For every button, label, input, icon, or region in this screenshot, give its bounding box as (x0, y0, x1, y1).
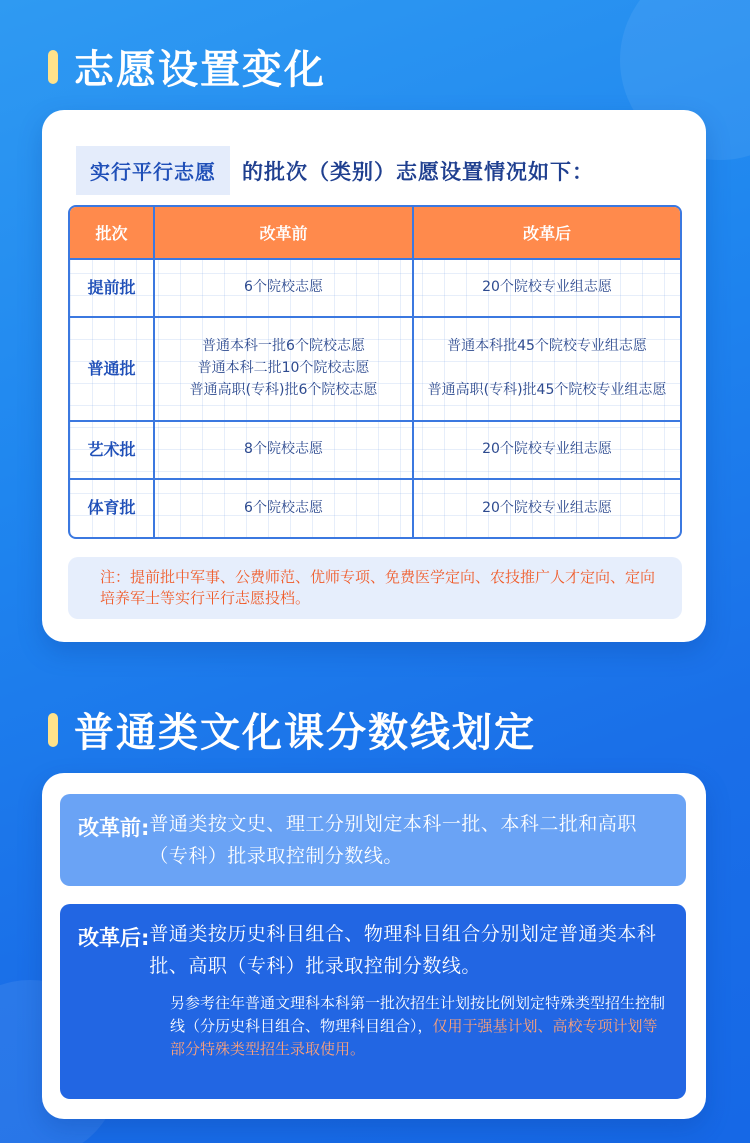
after-reform-highlight: 仅用于强基计划、高校专项计划等部分特殊类型招生录取使用。 (170, 1017, 658, 1058)
before-reform-label: 改革前: (78, 816, 150, 840)
intro-tag: 实行平行志愿 (76, 146, 230, 195)
section-title-volunteer (48, 38, 326, 95)
after-reform-subtext (170, 992, 670, 1061)
section-title-text: 普通类文化课分数线划定 (74, 710, 536, 756)
table-header-before: 改革前 (154, 207, 413, 259)
table-row (70, 259, 680, 317)
cutoff-card (42, 773, 706, 1119)
before-reform-box (60, 794, 686, 886)
table-note: 注：提前批中军事、公费师范、优师专项、免费医学定向、农技推广人才定向、定向培养军士等实行平行志愿投档。 (68, 557, 682, 619)
cell-line: 普通本科批45个院校专业组志愿 (447, 338, 647, 355)
cell-line: 普通本科一批6个院校志愿 (202, 338, 365, 355)
title-accent-bar (48, 50, 58, 84)
cell-line: 普通高职(专科)批45个院校专业组志愿 (427, 382, 667, 398)
table-cell-after (413, 317, 680, 421)
cell-line: 20个院校专业组志愿 (482, 441, 612, 458)
before-reform-text: 普通类按文史、理工分别划定本科一批、本科二批和高职（专科）批录取控制分数线。 (149, 813, 637, 867)
cell-line: 普通本科二批10个院校志愿 (197, 360, 370, 377)
table-header-row (70, 207, 680, 259)
cell-gap (414, 358, 680, 380)
volunteer-settings-card (42, 110, 706, 642)
intro-line (76, 146, 594, 195)
table-header-after: 改革后 (413, 207, 680, 259)
title-accent-bar (48, 713, 58, 747)
table-row (70, 421, 680, 479)
section-title-cutoff (48, 701, 536, 758)
cell-line: 6个院校志愿 (244, 499, 323, 516)
table-row (70, 317, 680, 421)
table-cell-batch: 普通批 (70, 317, 154, 421)
table-cell-before (154, 259, 413, 317)
table-cell-after (413, 259, 680, 317)
cell-line: 20个院校专业组志愿 (482, 499, 612, 516)
section-title-text: 志愿设置变化 (74, 47, 326, 93)
cell-line: 20个院校专业组志愿 (482, 279, 612, 296)
after-reform-subtext-main: 另参考往年普通文理科本科第一批次招生计划按比例划定特殊类型招生控制线（分历史科目组合、物理科目组合）， (170, 994, 666, 1035)
batch-table (68, 205, 682, 539)
table-cell-batch: 体育批 (70, 479, 154, 537)
table-cell-batch: 艺术批 (70, 421, 154, 479)
table-cell-after (413, 421, 680, 479)
after-reform-box (60, 904, 686, 1099)
table-cell-before (154, 317, 413, 421)
cell-line: 6个院校志愿 (244, 279, 323, 296)
table-header-batch: 批次 (70, 207, 154, 259)
intro-text: 的批次（类别）志愿设置情况如下： (242, 159, 594, 184)
table-cell-before (154, 421, 413, 479)
after-reform-label: 改革后: (78, 926, 150, 950)
cell-line: 8个院校志愿 (244, 441, 323, 458)
table-row (70, 479, 680, 537)
table-cell-batch: 提前批 (70, 259, 154, 317)
after-reform-text: 普通类按历史科目组合、物理科目组合分别划定普通类本科批、高职（专科）批录取控制分数线。 (149, 923, 657, 977)
table-cell-before (154, 479, 413, 537)
cell-line: 普通高职(专科)批6个院校志愿 (189, 381, 378, 398)
table-cell-after (413, 479, 680, 537)
